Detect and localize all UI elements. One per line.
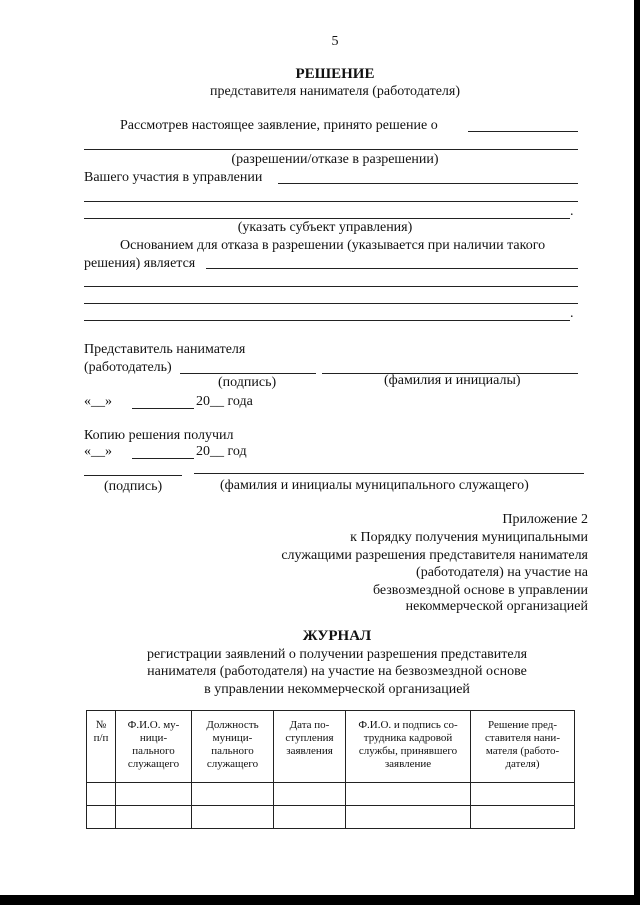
- journal-subtitle-3: в управлении некоммерческой организацией: [204, 682, 470, 697]
- col-position-l2: муници-: [212, 732, 253, 744]
- table-row: [87, 783, 575, 806]
- rep-name-hint: (фамилия и инициалы): [384, 373, 521, 388]
- copy-sign-line: [84, 475, 182, 476]
- decision-blank-7: [84, 286, 578, 287]
- col-decision-l3: мателя (работо-: [485, 745, 560, 757]
- col-hr-officer-l1: Ф.И.О. и подпись со-: [358, 719, 458, 731]
- col-number-l1: №: [95, 719, 107, 731]
- decision-title: РЕШЕНИЕ: [295, 66, 375, 82]
- decision-blank-2: [84, 149, 578, 150]
- journal-table: [86, 710, 575, 829]
- copy-date-year: 20__ год: [196, 444, 247, 459]
- decision-dot-1: .: [570, 204, 574, 219]
- copy-date-open: «__»: [84, 444, 112, 459]
- copy-name-hint: (фамилия и инициалы муниципального служащего): [220, 478, 529, 493]
- scan-edge-bottom: [0, 895, 640, 905]
- date-open: «__»: [84, 394, 112, 409]
- page-number: 5: [331, 34, 339, 49]
- col-hr-officer-l4: заявление: [384, 758, 432, 770]
- col-date-l3: заявления: [286, 745, 333, 757]
- col-number-l2: п/п: [93, 732, 109, 744]
- rep-line2: (работодатель): [84, 360, 172, 375]
- appendix-line-4: (работодателя) на участие на: [416, 565, 588, 580]
- appendix-line-3: служащими разрешения представителя нанимателя: [281, 548, 588, 563]
- table-cell: [471, 783, 575, 806]
- col-date-l2: ступления: [285, 732, 334, 744]
- col-employee-name-l2: ници-: [139, 732, 168, 744]
- table-cell: [192, 783, 274, 806]
- decision-line3: Основанием для отказа в разрешении (указывается при наличии такого: [120, 238, 546, 253]
- col-date: [274, 711, 346, 783]
- decision-dot-2: .: [570, 306, 574, 321]
- col-decision-l1: Решение пред-: [488, 719, 557, 731]
- col-number: [87, 711, 116, 783]
- date-year: 20__ года: [196, 394, 253, 409]
- col-employee-name-l1: Ф.И.О. му-: [127, 719, 180, 731]
- col-hr-officer-l3: службы, принявшего: [358, 745, 458, 757]
- decision-hint1: (разрешении/отказе в разрешении): [231, 152, 439, 167]
- col-position: [192, 711, 274, 783]
- table-cell: [116, 806, 192, 829]
- col-decision: [471, 711, 575, 783]
- table-cell: [87, 806, 116, 829]
- decision-subtitle: представителя нанимателя (работодателя): [209, 84, 461, 99]
- rep-sign-line: [180, 373, 316, 374]
- copy-date-month-line: [132, 458, 194, 459]
- appendix-line-1: Приложение 2: [502, 512, 588, 527]
- appendix-line-5: безвозмездной основе в управлении: [372, 583, 588, 598]
- copy-name-line: [194, 473, 584, 474]
- col-position-l1: Должность: [206, 719, 259, 731]
- journal-subtitle-2: нанимателя (работодателя) на участие на безвозмездной основе: [147, 664, 527, 679]
- decision-blank-1: [468, 131, 578, 132]
- decision-blank-6: [206, 268, 578, 269]
- journal-subtitle-1: регистрации заявлений о получении разрешения представителя: [146, 647, 528, 662]
- col-date-l1: Дата по-: [289, 719, 330, 731]
- table-cell: [87, 783, 116, 806]
- col-decision-l4: дателя): [505, 758, 540, 770]
- scan-edge-right: [634, 0, 640, 905]
- table-cell: [274, 806, 346, 829]
- journal-title: ЖУРНАЛ: [302, 628, 372, 644]
- decision-blank-3: [278, 183, 578, 184]
- decision-hint2: (указать субъект управления): [237, 220, 413, 235]
- table-cell: [471, 806, 575, 829]
- decision-blank-8: [84, 303, 578, 304]
- col-employee-name: [116, 711, 192, 783]
- copy-label: Копию решения получил: [84, 428, 234, 443]
- decision-blank-5: [84, 218, 570, 219]
- appendix-line-6: некоммерческой организацией: [405, 599, 588, 614]
- decision-line4: решения) является: [84, 256, 196, 271]
- decision-line2: Вашего участия в управлении: [84, 170, 263, 185]
- date-month-line: [132, 408, 194, 409]
- decision-blank-9: [84, 320, 570, 321]
- table-cell: [192, 806, 274, 829]
- rep-line1: Представитель нанимателя: [84, 342, 246, 357]
- table-cell: [346, 806, 471, 829]
- col-employee-name-l4: служащего: [127, 758, 180, 770]
- copy-sign-hint: (подпись): [104, 479, 163, 494]
- col-decision-l2: ставителя нани-: [485, 732, 560, 744]
- decision-blank-4: [84, 201, 578, 202]
- table-row: [87, 806, 575, 829]
- table-cell: [116, 783, 192, 806]
- col-position-l3: пального: [211, 745, 254, 757]
- col-employee-name-l3: пального: [132, 745, 175, 757]
- table-cell: [274, 783, 346, 806]
- col-hr-officer: [346, 711, 471, 783]
- table-cell: [346, 783, 471, 806]
- journal-header-row: [87, 711, 575, 783]
- col-hr-officer-l2: трудника кадровой: [363, 732, 453, 744]
- appendix-line-2: к Порядку получения муниципальными: [350, 530, 588, 545]
- rep-sign-hint: (подпись): [218, 375, 277, 390]
- decision-line1: Рассмотрев настоящее заявление, принято решение о: [120, 118, 438, 133]
- col-position-l4: служащего: [206, 758, 259, 770]
